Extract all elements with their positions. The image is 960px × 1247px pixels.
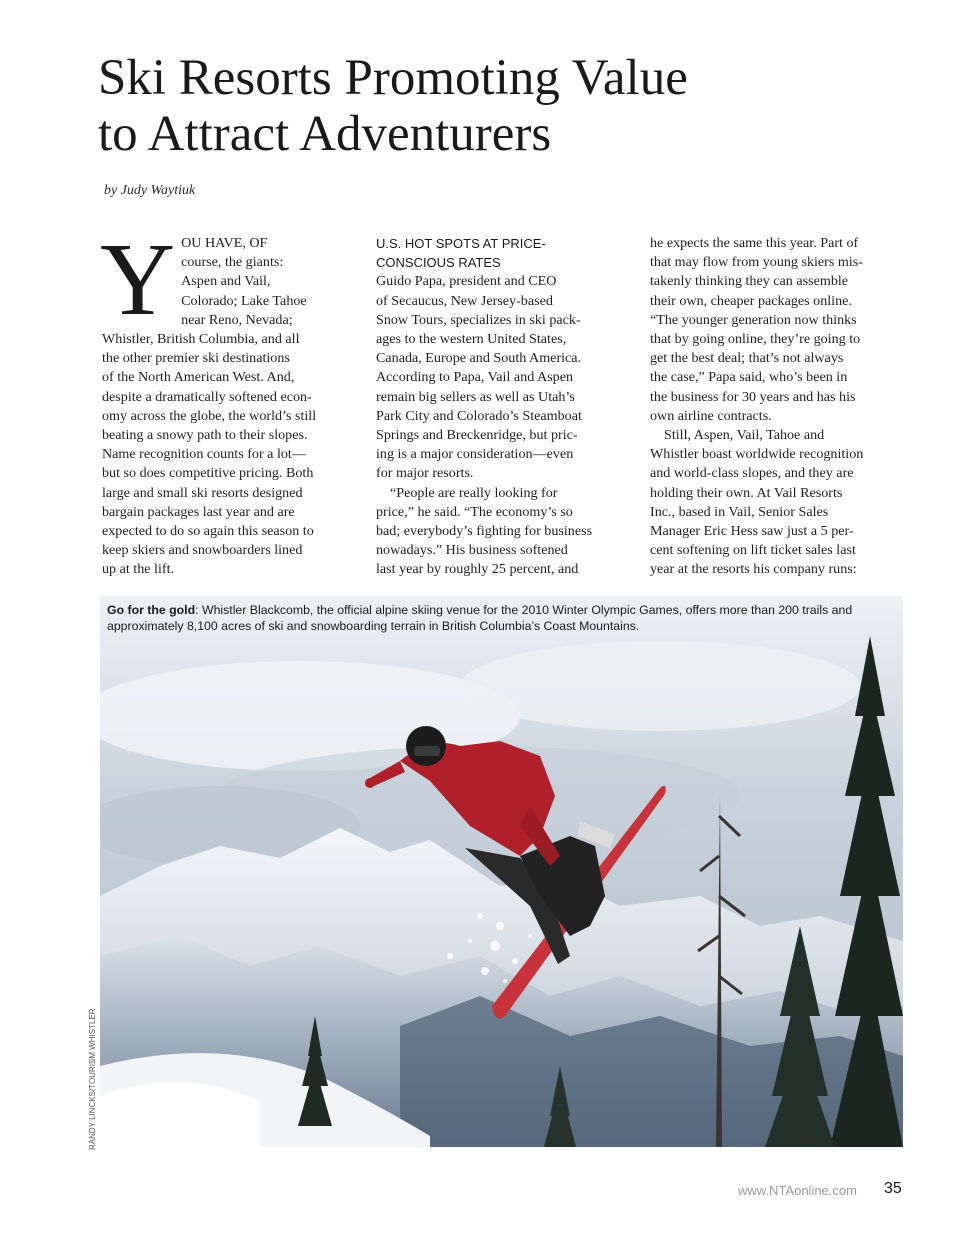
text-line: get the best deal; that’s not always	[650, 350, 844, 367]
caption-text: : Whistler Blackcomb, the official alpine skiing venue for the 2010 Winter Olympic Games, offers more than 200 trails and approximately 8,100 acres of ski and snowboarding terrain in British Columbia’s Coast Mountains.	[107, 603, 853, 633]
text-line: and world-class slopes, and they are	[650, 465, 854, 482]
snowboarder-photo	[100, 596, 903, 1147]
article-column-1	[100, 222, 354, 580]
text-line: their own, cheaper packages online.	[650, 292, 852, 309]
page-number: 35	[884, 1180, 902, 1197]
text-line: nowadays.” His business softened	[376, 542, 568, 559]
text-line: takenly thinking they can assemble	[650, 273, 849, 290]
text-line: Still, Aspen, Vail, Tahoe and	[664, 427, 825, 444]
photo-credit: RANDY LINCKS/TOURISM WHISTLER	[88, 1008, 97, 1150]
text-line: he expects the same this year. Part of	[650, 235, 859, 251]
text-line: According to Papa, Vail and Aspen	[376, 369, 574, 386]
text-line: Snow Tours, specializes in ski pack-	[376, 311, 581, 328]
text-line: ing is a major consideration—even	[376, 446, 574, 463]
footer-url[interactable]: www.NTAonline.com	[738, 1183, 857, 1198]
text-line: Guido Papa, president and CEO	[376, 273, 557, 290]
text-line: beating a snowy path to their slopes.	[102, 427, 308, 444]
text-line: of Secaucus, New Jersey-based	[376, 292, 553, 309]
text-line: the case,” Papa said, who’s been in	[650, 369, 848, 386]
article-column-3	[650, 234, 902, 580]
text-line: despite a dramatically softened econ-	[102, 388, 312, 405]
text-line: Whistler boast worldwide recognition	[650, 446, 864, 463]
text-line: keep skiers and snowboarders lined	[102, 542, 303, 559]
text-line: ages to the western United States,	[376, 331, 567, 348]
text-line: up at the lift.	[102, 561, 175, 578]
text-line: cent softening on lift ticket sales last	[650, 542, 856, 559]
text-line: that by going online, they’re going to	[650, 331, 861, 348]
text-line: large and small ski resorts designed	[102, 484, 303, 501]
article-title	[98, 50, 898, 162]
text-line: omy across the globe, the world’s still	[102, 407, 317, 424]
text-line: own airline contracts.	[650, 407, 772, 424]
text-line: bad; everybody’s fighting for business	[376, 523, 593, 540]
subhead	[376, 234, 628, 272]
text-line: the other premier ski destinations	[102, 350, 290, 367]
text-line: Aspen and Vail,	[181, 273, 271, 290]
text-line: Colorado; Lake Tahoe	[181, 292, 307, 309]
photo-caption	[107, 602, 897, 634]
text-line: for major resorts.	[376, 465, 474, 482]
text-line: expected to do so again this season to	[102, 523, 314, 540]
drop-cap: Y	[100, 222, 176, 337]
subhead-line: CONSCIOUS RATES	[376, 255, 501, 271]
text-line: price,” he said. “The economy’s so	[376, 503, 573, 520]
paragraph-resorts	[650, 426, 902, 580]
caption-title: Go for the gold	[107, 603, 196, 617]
photo-illustration	[100, 596, 903, 1147]
text-line: Springs and Breckenridge, but pric-	[376, 427, 578, 444]
text-line: remain big sellers as well as Utah’s	[376, 388, 575, 405]
text-line: Inc., based in Vail, Senior Sales	[650, 503, 829, 520]
text-line: but so does competitive pricing. Both	[102, 465, 314, 482]
title-line: Ski Resorts Promoting Value	[98, 50, 688, 106]
text-line: the business for 30 years and has his	[650, 388, 856, 405]
text-line: that may flow from young skiers mis-	[650, 254, 863, 271]
text-line: course, the giants:	[181, 254, 284, 271]
text-line: holding their own. At Vail Resorts	[650, 484, 843, 501]
subhead-line: U.S. HOT SPOTS AT PRICE-	[376, 236, 546, 251]
title-line: to Attract Adventurers	[98, 106, 552, 162]
text-line: year at the resorts his company runs:	[650, 561, 857, 578]
text-line: last year by roughly 25 percent, and	[376, 561, 579, 578]
article-column-2	[376, 234, 628, 580]
byline: by Judy Waytiuk	[104, 183, 196, 198]
text-line: “People are really looking for	[390, 484, 558, 501]
paragraph-quote	[376, 484, 628, 580]
text-line: “The younger generation now thinks	[650, 311, 857, 328]
paragraph-online	[650, 234, 902, 426]
text-line: OU HAVE, OF	[181, 235, 268, 251]
text-line: near Reno, Nevada;	[181, 311, 293, 328]
paragraph-papa	[376, 272, 628, 483]
text-line: Name recognition counts for a lot—	[102, 446, 306, 463]
text-line: Canada, Europe and South America.	[376, 350, 582, 367]
text-line: Manager Eric Hess saw just a 5 per-	[650, 523, 854, 540]
text-line: Whistler, British Columbia, and all	[102, 331, 300, 348]
text-line: bargain packages last year and are	[102, 503, 295, 520]
text-line: of the North American West. And,	[102, 369, 295, 386]
text-line: Park City and Colorado’s Steamboat	[376, 407, 582, 424]
